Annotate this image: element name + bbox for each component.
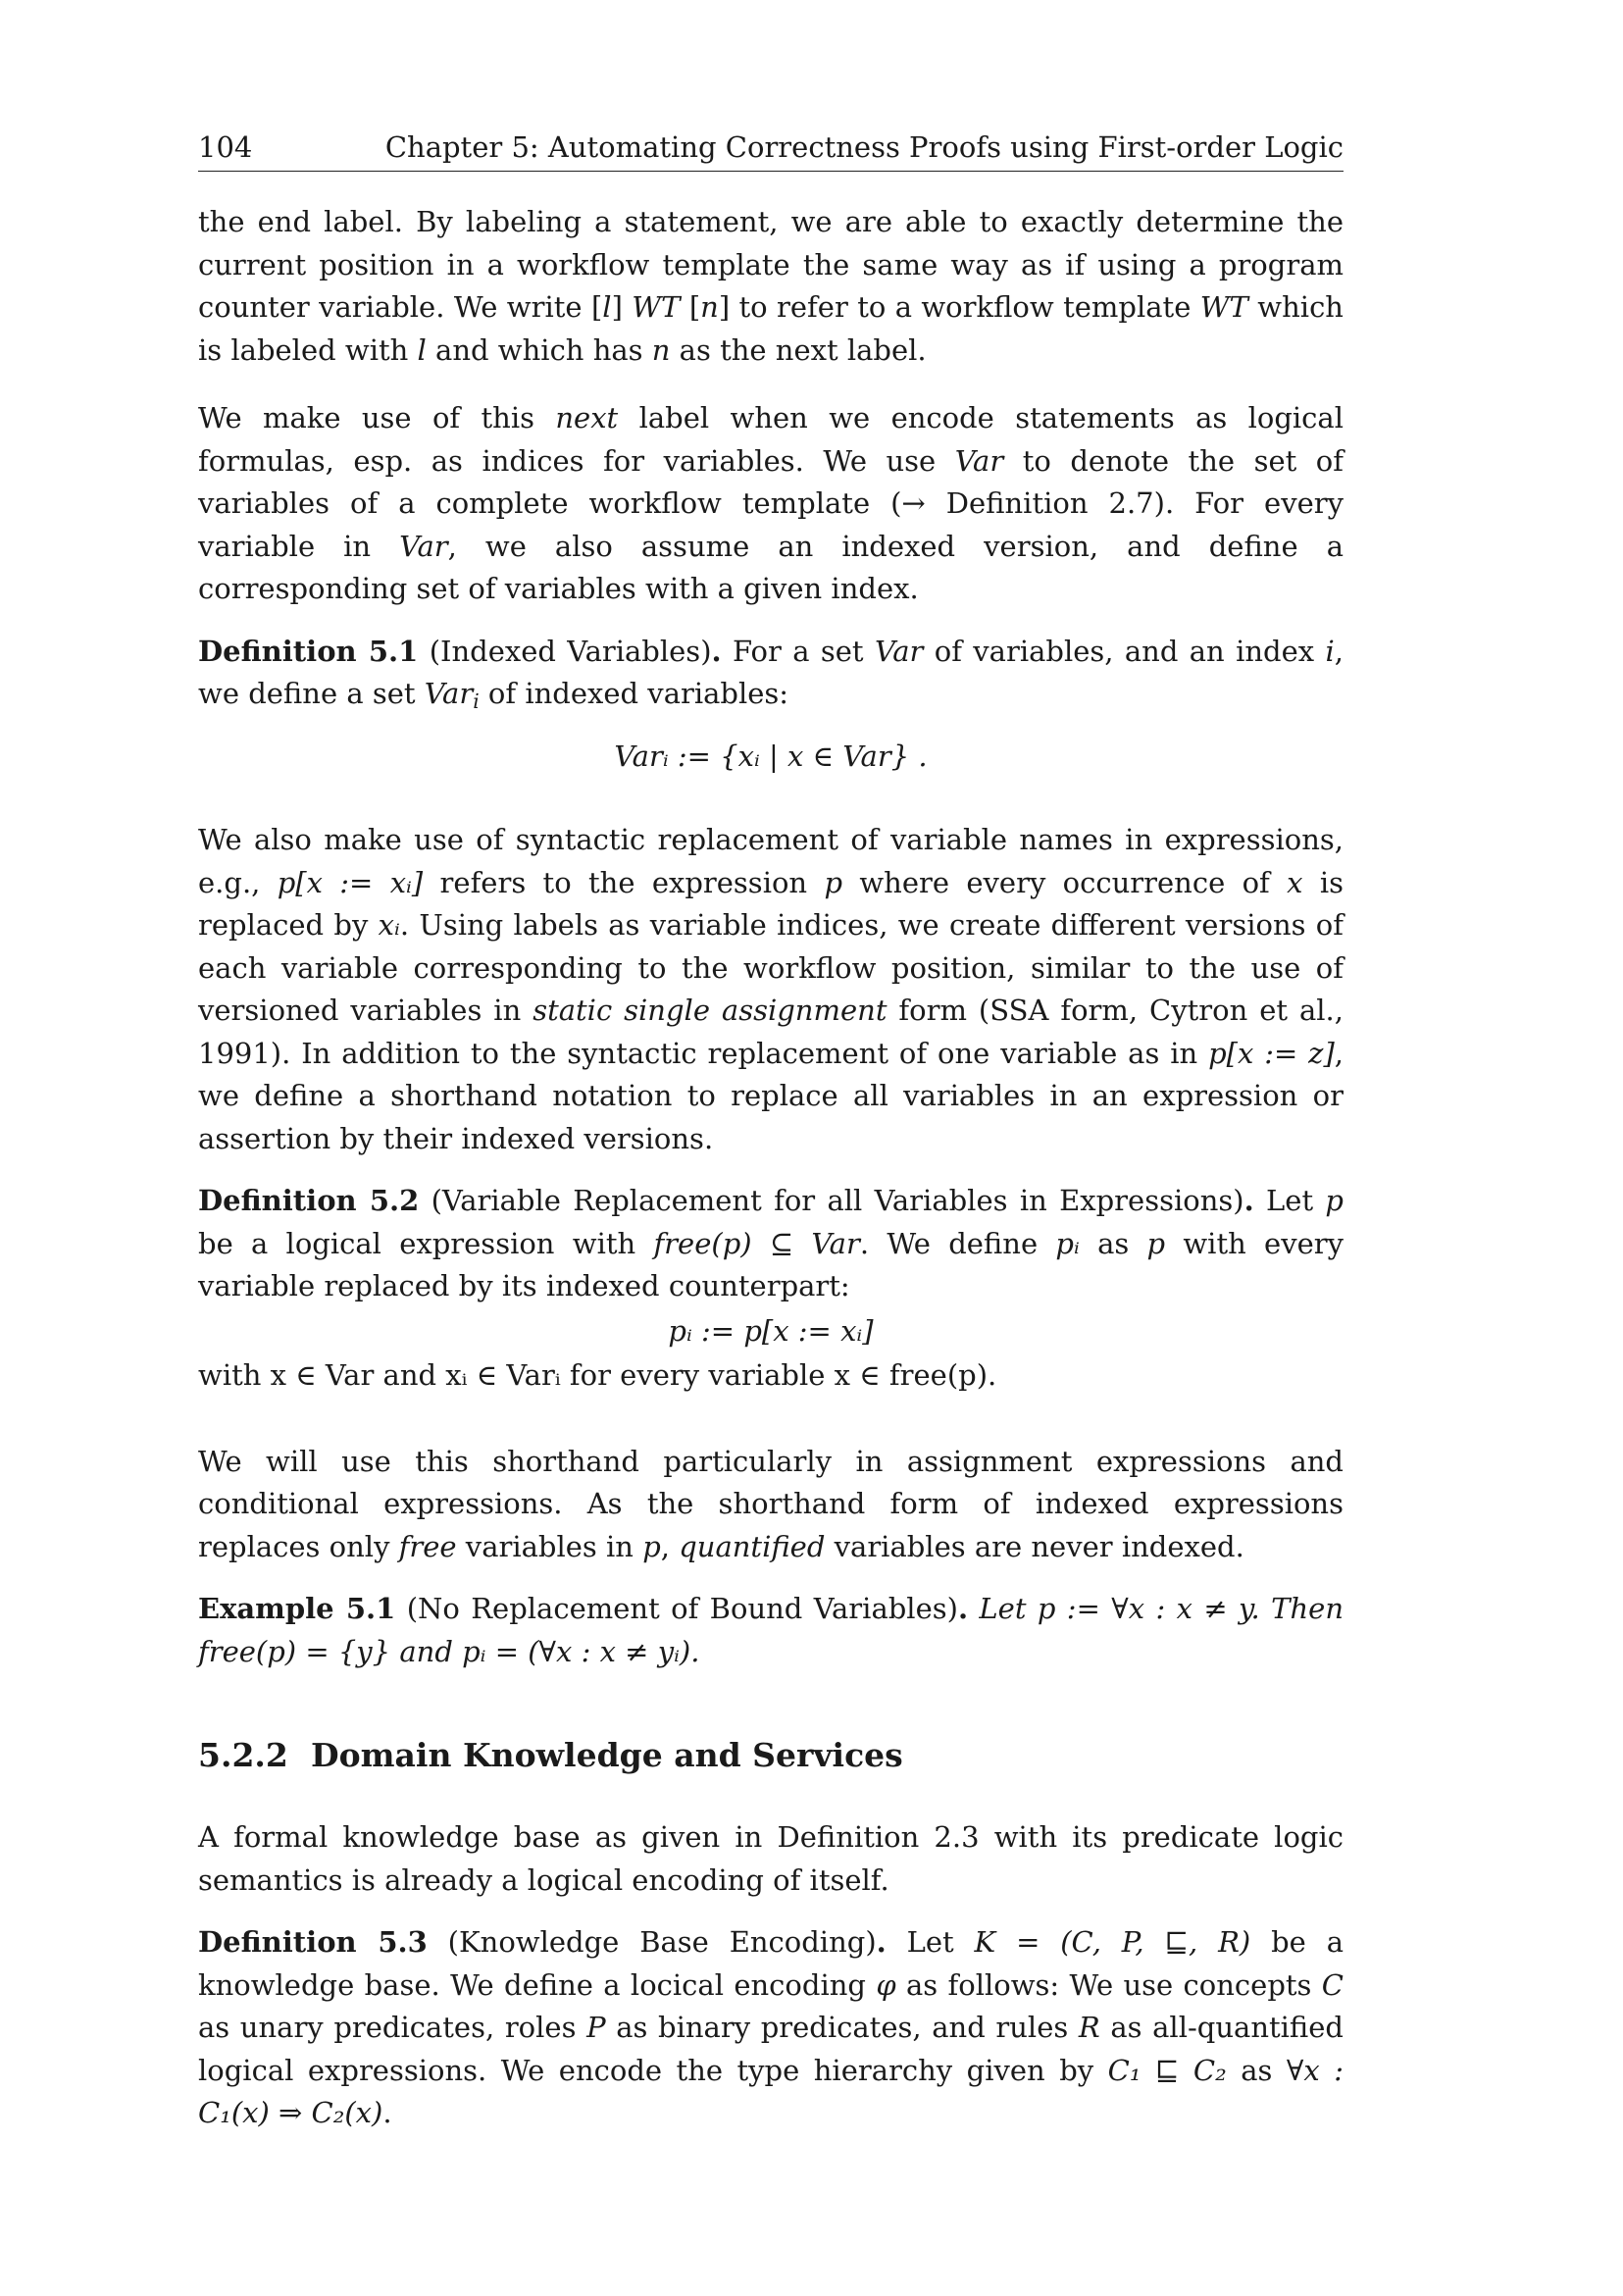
display-equation-1: Varᵢ := {xᵢ | x ∈ Var} .: [614, 739, 928, 773]
running-header: [198, 128, 1344, 172]
section-number: 5.2.2: [198, 1736, 288, 1774]
page: [198, 128, 1344, 2135]
page-number: 104: [198, 130, 253, 164]
section-title: Domain Knowledge and Services: [311, 1736, 903, 1774]
page-body: [198, 201, 1344, 2135]
definition-label: Definition 5.3: [198, 1925, 428, 1959]
paragraph-2: We make use of this next label when we encode statements as logical formulas, esp. as indices for variables. We use Var to denote the set of variables of a complete workflow template (→ Definition 2.7). For every variable in Var, we also assume an indexed version, and define a corresponding set of variables with a given index.: [198, 401, 1344, 605]
example-label: Example 5.1: [198, 1592, 396, 1625]
definition-label: Definition 5.1: [198, 634, 419, 668]
example-5-1: Example 5.1 (No Replacement of Bound Variables). Let p := ∀x : x ≠ y. Then free(p) = {y} and pᵢ = (∀x : x ≠ yᵢ).: [198, 1592, 1344, 1668]
definition-5-3: Definition 5.3 (Knowledge Base Encoding). Let K = (C, P, ⊑, R) be a knowledge base. We define a locical encoding φ as follows: We use concepts C as unary predicates, roles P as binary predicates, and rules R as all-quantified logical expressions. We encode the type hierarchy given by C₁ ⊑ C₂ as ∀x : C₁(x) ⇒ C₂(x).: [198, 1925, 1344, 2129]
paragraph-1: the end label. By labeling a statement, we are able to exactly determine the current position in a workflow template the same way as if using a program counter variable. We write [l] WT [n] to refer to a workflow template WT which is labeled with l and which has n as the next label.: [198, 205, 1344, 367]
paragraph-4: We will use this shorthand particularly in assignment expressions and conditional expressions. As the shorthand form of indexed expressions replaces only free variables in p, quantified variables are never indexed.: [198, 1444, 1344, 1563]
paragraph-5: A formal knowledge base as given in Definition 2.3 with its predicate logic semantics is already a logical encoding of itself.: [198, 1820, 1344, 1897]
display-equation-2: pᵢ := p[x := xᵢ]: [668, 1313, 874, 1348]
definition-label: Definition 5.2: [198, 1184, 420, 1217]
running-title: Chapter 5: Automating Correctness Proofs using First-order Logic: [384, 130, 1344, 164]
definition-5-1: Definition 5.1 (Indexed Variables). For a set Var of variables, and an index i, we define a set Var$_i$ of indexed variables:: [198, 634, 1344, 714]
definition-5-2: Definition 5.2 (Variable Replacement for all Variables in Expressions). Let p be a logical expression with free(p) ⊆ Var. We define pᵢ as p with every variable replaced by its indexed counterpart:: [198, 1184, 1344, 1302]
section-heading: [198, 1734, 1344, 1777]
definition-5-2-after: with x ∈ Var and xᵢ ∈ Varᵢ for every variable x ∈ free(p).: [198, 1358, 997, 1392]
paragraph-3: We also make use of syntactic replacement of variable names in expressions, e.g., p[x := xᵢ] refers to the expression p where every occurrence of x is replaced by xᵢ. Using labels as variable indices, we create different versions of each variable corresponding to the workflow position, similar to the use of versioned variables in static single assignment form (SSA form, Cytron et al., 1991). In addition to the syntactic replacement of one variable as in p[x := z], we define a shorthand notation to replace all variables in an expression or assertion by their indexed versions.: [198, 823, 1344, 1155]
